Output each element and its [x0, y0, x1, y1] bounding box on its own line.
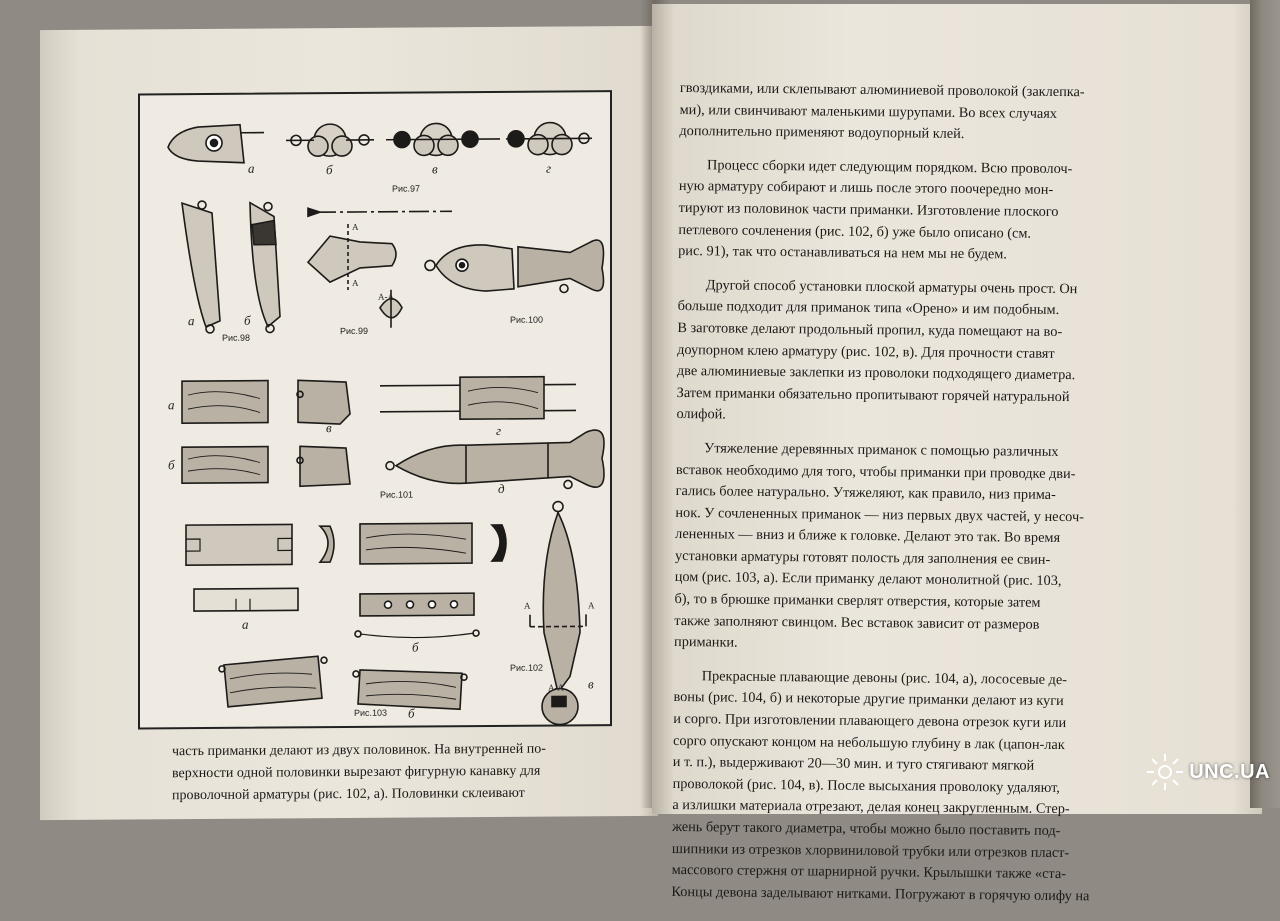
label-fig97-v: в — [432, 161, 438, 177]
text-line: жень берут такого диаметра, чтобы можно было поставить под- — [672, 817, 1172, 844]
text-line: рис. 91), так что останавливаться на нем мы не будем. — [678, 241, 1178, 268]
caption-fig98: Рис.98 — [222, 333, 250, 343]
paragraph — [674, 438, 1176, 659]
caption-fig103: Рис.103 — [354, 708, 387, 718]
label-fig101-g: г — [496, 423, 501, 439]
sun-logo-icon — [1145, 752, 1185, 792]
watermark-text: UNC.UA — [1189, 761, 1270, 784]
paragraph — [676, 275, 1178, 431]
label-fig103-aa: А-А — [548, 682, 564, 692]
label-fig101-b: б — [168, 457, 175, 473]
text-line: ми), или свинчивают маленькими шурупами. Во всех случаях — [680, 100, 1180, 127]
book-edge — [1250, 0, 1280, 808]
label-fig103-b: б — [408, 706, 415, 722]
right-page-text — [671, 78, 1180, 921]
label-fig97-b: б — [326, 162, 333, 178]
text-line: петлевого сочленения (рис. 102, б) уже было описано (см. — [678, 220, 1178, 247]
text-line: также заполняют свинцом. Вес вставок зависит от размеров — [674, 611, 1174, 638]
label-fig99-a-top: А — [352, 222, 359, 232]
label-fig98-b: б — [244, 313, 251, 329]
label-fig98-a: а — [188, 313, 195, 329]
text-line: и сорго. При изготовлении плавающего девона отрезок куги или — [673, 709, 1173, 736]
text-line: дополнительно применяют водоупорный клей. — [679, 121, 1179, 148]
text-line: Утяжеление деревянных приманок с помощью различных — [676, 438, 1176, 465]
text-line: часть приманки делают из двух половинок. На внутренней по- — [172, 738, 672, 763]
watermark — [1145, 752, 1270, 792]
label-fig102-v: в — [588, 676, 594, 692]
text-line: и т. п.), выдерживают 20—30 мин. и туго стягивают мягкой — [673, 752, 1173, 779]
label-fig102-b: б — [412, 640, 419, 656]
fig101-drawing — [182, 376, 604, 491]
text-line: шипники из отрезков хлорвиниловой трубки или отрезков пласт- — [672, 839, 1172, 866]
text-line: В заготовке делают продольный пропил, куда помещают на во- — [677, 318, 1177, 345]
text-line: верхности одной половинки вырезают фигурную канавку для — [172, 760, 672, 785]
text-line: массового стержня от шарнирной ручки. Крылышки также «ста- — [672, 860, 1172, 887]
text-line: гвоздиками, или склепывают алюминиевой проволокой (заклепка- — [680, 78, 1180, 105]
text-line: Другой способ установки плоской арматуры очень прост. Он — [678, 275, 1178, 302]
left-page-text — [172, 738, 672, 807]
label-fig101-v: в — [326, 420, 332, 436]
paragraph — [679, 78, 1180, 148]
right-page — [652, 4, 1262, 814]
label-fig102-a: а — [242, 617, 249, 633]
label-fig101-d: д — [498, 481, 505, 497]
fig97-a-drawing — [168, 125, 264, 164]
caption-fig102: Рис.102 — [510, 663, 543, 673]
text-line: Концы девона заделывают нитками. Погружают в горячую олифу на — [671, 882, 1171, 909]
text-line: воны (рис. 104, б) и некоторые другие приманки делают из куги — [673, 687, 1173, 714]
text-line: тируют из половинок части приманки. Изготовление плоского — [679, 198, 1179, 225]
figure-illustrations — [140, 92, 610, 727]
text-line: вставок необходимо для того, чтобы приманки при проводке дви- — [676, 459, 1176, 486]
label-fig97-g: г — [546, 161, 551, 177]
text-line: больше подходит для приманок типа «Орено» и им подобным. — [677, 296, 1177, 323]
text-line: Процесс сборки идет следующим порядком. Всю проволоч- — [679, 155, 1179, 182]
text-line: нок. У сочлененных приманок — низ первых двух частей, у несоч- — [675, 503, 1175, 530]
label-fig97-a: а — [248, 161, 255, 177]
text-line: а излишки материала отрезают, делая конец закругленным. Стер- — [672, 795, 1172, 822]
label-fig99-aa: А-А — [378, 292, 394, 302]
fig99-drawing — [308, 207, 452, 328]
text-line: Прекрасные плавающие девоны (рис. 104, а), лососевые де- — [674, 666, 1174, 693]
text-line: приманки. — [674, 632, 1174, 659]
paragraph — [678, 155, 1179, 268]
caption-fig101: Рис.101 — [380, 490, 413, 500]
text-line: установки арматуры готовят полость для заполнения ее свин- — [675, 546, 1175, 573]
label-fig102-a-left: А — [524, 601, 531, 611]
text-line: олифой. — [676, 404, 1176, 431]
text-line: две алюминиевые заклепки из проволоки подходящего диаметра. — [677, 361, 1177, 388]
caption-fig97: Рис.97 — [392, 184, 420, 194]
left-page — [40, 26, 658, 820]
label-fig99-a-bottom: А — [352, 278, 359, 288]
text-line: цом (рис. 103, а). Если приманку делают монолитной (рис. 103, — [675, 567, 1175, 594]
fig97-bvg-drawing — [286, 122, 592, 156]
text-line: ную арматуру собирают и лишь после этого поочередно мон- — [679, 176, 1179, 203]
caption-fig99: Рис.99 — [340, 326, 368, 336]
text-line: проволочной арматуры (рис. 102, а). Половинки склеивают — [172, 782, 672, 807]
text-line: лененных — вниз и ближе к головке. Делают это так. Во время — [675, 524, 1175, 551]
text-line: Затем приманки обязательно пропитывают горячей натуральной — [677, 383, 1177, 410]
figure-plate — [138, 90, 612, 729]
text-line: гались более натурально. Утяжеляют, как правило, низ прима- — [676, 481, 1176, 508]
fig98-drawing — [182, 200, 280, 333]
text-line: б), то в брюшке приманки сверлят отверстия, которые затем — [674, 589, 1174, 616]
label-fig101-a: а — [168, 397, 175, 413]
paragraph — [671, 666, 1173, 909]
caption-fig100: Рис.100 — [510, 315, 543, 325]
text-line: проволокой (рис. 104, в). После высыхания проволоку удаляют, — [672, 774, 1172, 801]
text-line: сорго опускают концом на небольшую глубину в лак (цапон-лак — [673, 731, 1173, 758]
text-line: доупорном клею арматуру (рис. 102, в). Для прочности ставят — [677, 340, 1177, 367]
label-fig102-a-right: А — [588, 600, 595, 610]
fig100-drawing — [425, 240, 604, 293]
